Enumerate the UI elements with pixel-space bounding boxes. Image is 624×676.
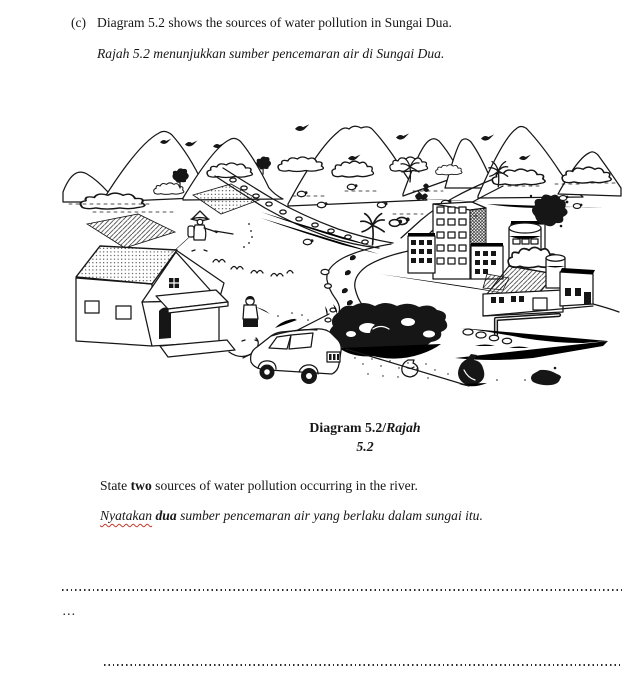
- caption-malay: Rajah: [386, 420, 421, 435]
- intro-text-malay: Rajah 5.2 menunjukkan sumber pencemaran air di Sungai Dua.: [97, 46, 445, 61]
- farmer-pesticide-sprayer: [188, 211, 253, 251]
- question-ms-post: sumber pencemaran air yang berlaku dalam sungai itu.: [176, 508, 483, 523]
- answer-line-2: [104, 664, 622, 666]
- question-en-post: sources of water pollution occurring in the river.: [151, 478, 418, 493]
- question-en-bold: two: [130, 478, 152, 493]
- water-pollution-illustration: [62, 96, 624, 409]
- question-malay: [100, 507, 483, 524]
- answer-line-1: [62, 589, 622, 591]
- floating-debris: [493, 364, 619, 385]
- caption-line-1: [240, 419, 490, 438]
- diagram-figure: [62, 96, 624, 409]
- part-label: (c): [71, 15, 87, 30]
- intro-text-english: Diagram 5.2 shows the sources of water pollution in Sungai Dua.: [97, 15, 452, 30]
- figure-caption: [240, 419, 490, 456]
- caption-english: Diagram 5.2/: [309, 420, 387, 435]
- person-washing-car: [242, 296, 270, 341]
- car: [251, 312, 342, 387]
- question-ms-word1: Nyatakan: [100, 508, 153, 523]
- wash-water-splash: [275, 312, 309, 328]
- caption-line-2: 5.2: [356, 438, 374, 454]
- answer-line-1-wrap: …: [62, 603, 76, 618]
- spray-mist: [233, 223, 253, 248]
- garbage-bags: [402, 351, 487, 386]
- question-en-pre: State: [100, 478, 131, 493]
- question-ms-bold: dua: [152, 508, 177, 523]
- question-english: [100, 477, 418, 494]
